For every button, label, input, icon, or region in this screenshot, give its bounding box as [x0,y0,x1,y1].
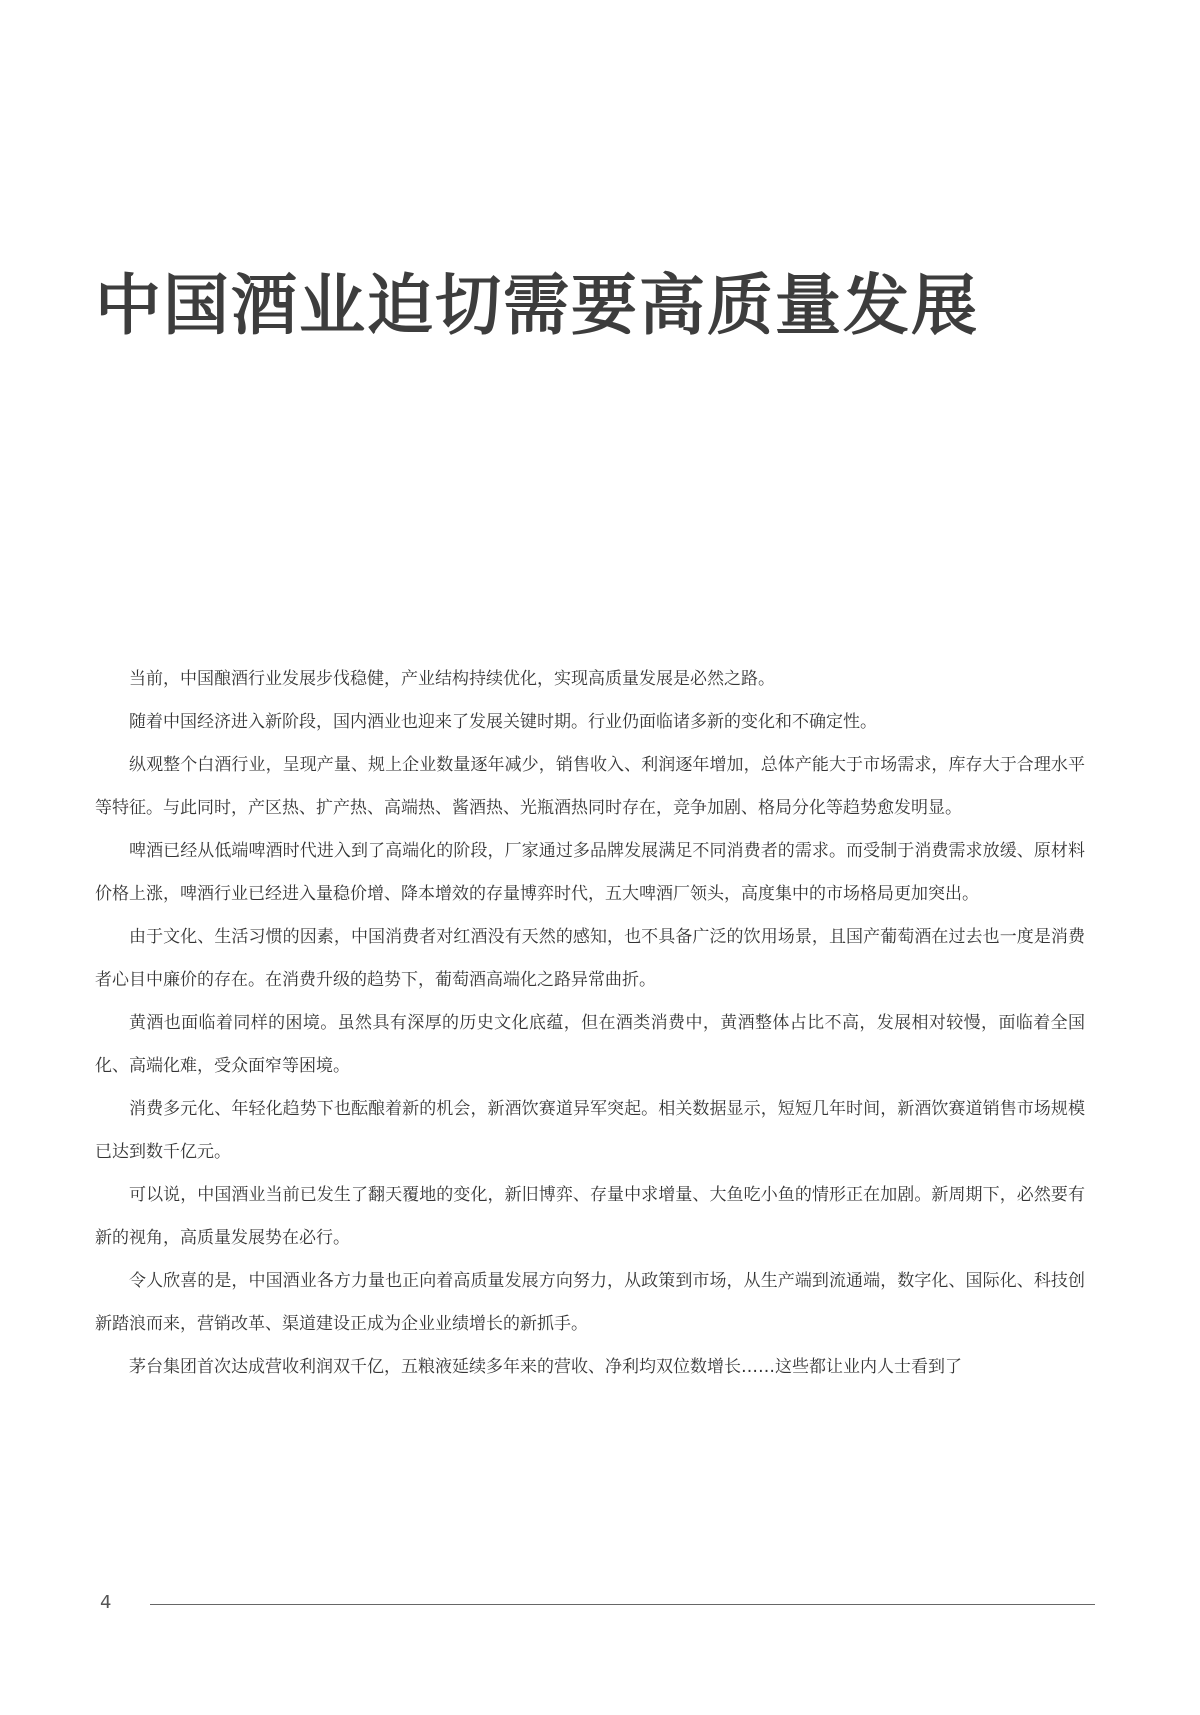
paragraph: 茅台集团首次达成营收利润双千亿，五粮液延续多年来的营收、净利均双位数增长……这些都让业内人士看到了 [129,1357,962,1377]
page-number: 4 [100,1592,112,1613]
page-title: 中国酒业迫切需要高质量发展 [95,266,979,344]
paragraph: 由于文化、生活习惯的因素，中国消费者对红酒没有天然的感知，也不具备广泛的饮用场景，且国产葡萄酒在过去也一度是消费者心目中廉价的存在。在消费升级的趋势下，葡萄酒高端化之路异常曲折。 [95,927,1085,990]
article-body [95,658,1085,1389]
footer-divider [150,1604,1095,1605]
paragraph: 当前，中国酿酒行业发展步伐稳健，产业结构持续优化，实现高质量发展是必然之路。 [129,669,775,689]
paragraph: 啤酒已经从低端啤酒时代进入到了高端化的阶段，厂家通过多品牌发展满足不同消费者的需求。而受制于消费需求放缓、原材料价格上涨，啤酒行业已经进入量稳价增、降本增效的存量博弈时代，五大啤酒厂领头，高度集中的市场格局更加突出。 [95,841,1085,904]
paragraph: 令人欣喜的是，中国酒业各方力量也正向着高质量发展方向努力，从政策到市场，从生产端到流通端，数字化、国际化、科技创新踏浪而来，营销改革、渠道建设正成为企业业绩增长的新抓手。 [95,1271,1085,1334]
paragraph: 可以说，中国酒业当前已发生了翻天覆地的变化，新旧博弈、存量中求增量、大鱼吃小鱼的情形正在加剧。新周期下，必然要有新的视角，高质量发展势在必行。 [95,1185,1085,1248]
paragraph: 纵观整个白酒行业，呈现产量、规上企业数量逐年减少，销售收入、利润逐年增加，总体产能大于市场需求，库存大于合理水平等特征。与此同时，产区热、扩产热、高端热、酱酒热、光瓶酒热同时存在，竞争加剧、格局分化等趋势愈发明显。 [95,755,1085,818]
paragraph: 随着中国经济进入新阶段，国内酒业也迎来了发展关键时期。行业仍面临诸多新的变化和不确定性。 [129,712,877,732]
page-footer [95,1590,1095,1620]
paragraph: 消费多元化、年轻化趋势下也酝酿着新的机会，新酒饮赛道异军突起。相关数据显示，短短几年时间，新酒饮赛道销售市场规模已达到数千亿元。 [95,1099,1085,1162]
paragraph: 黄酒也面临着同样的困境。虽然具有深厚的历史文化底蕴，但在酒类消费中，黄酒整体占比不高，发展相对较慢，面临着全国化、高端化难，受众面窄等困境。 [95,1013,1085,1076]
